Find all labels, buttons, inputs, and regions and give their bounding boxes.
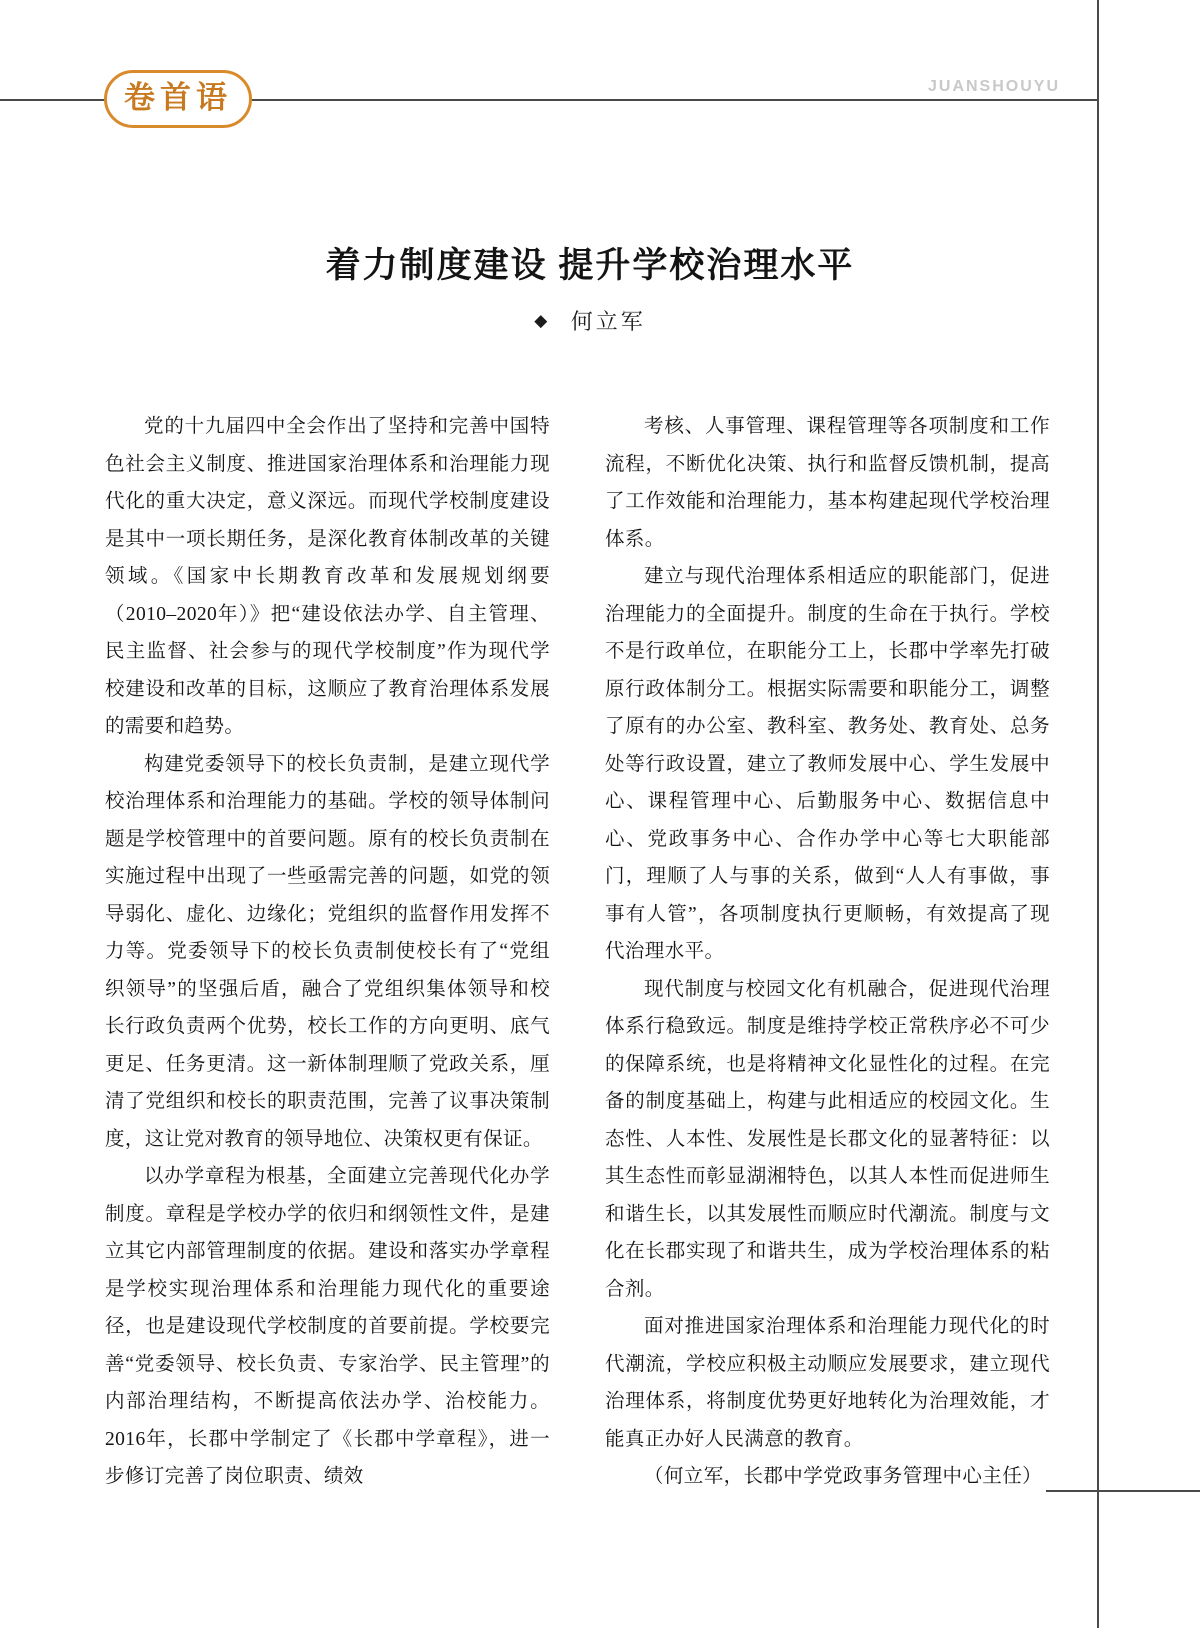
paragraph: 面对推进国家治理体系和治理能力现代化的时代潮流，学校应积极主动顺应发展要求，建立现代治理体系，将制度优势更好地转化为治理效能，才能真正办好人民满意的教育。	[605, 1316, 1050, 1450]
paragraph: 党的十九届四中全会作出了坚持和完善中国特色社会主义制度、推进国家治理体系和治理能力现代化的重大决定，意义深远。而现代学校制度建设是其中一项长期任务，是深化教育体制改革的关键领域。《国家中长期教育改革和发展规划纲要（2010–2020年）》把“建设依法办学、自主管理、民主监督、社会参与的现代学校制度”作为现代学校建设和改革的目标，这顺应了教育治理体系发展的需要和趋势。	[105, 416, 550, 737]
paragraph: 考核、人事管理、课程管理等各项制度和工作流程，不断优化决策、执行和监督反馈机制，提高了工作效能和治理能力，基本构建起现代学校治理体系。	[605, 416, 1050, 550]
right-margin-rule	[1097, 0, 1099, 1628]
paragraph: 建立与现代治理体系相适应的职能部门，促进治理能力的全面提升。制度的生命在于执行。学校不是行政单位，在职能分工上，长郡中学率先打破原行政体制分工。根据实际需要和职能分工，调整了原有的办公室、教科室、教务处、教育处、总务处等行政设置，建立了教师发展中心、学生发展中心、课程管理中心、后勤服务中心、数据信息中心、党政事务中心、合作办学中心等七大职能部门，理顺了人与事的关系，做到“人人有事做，事事有人管”，各项制度执行更顺畅，有效提高了现代治理水平。	[605, 566, 1050, 962]
footer-rule	[1046, 1490, 1200, 1492]
body-columns	[105, 408, 1050, 1487]
paragraph: 现代制度与校园文化有机融合，促进现代治理体系行稳致远。制度是维持学校正常秩序必不可少的保障系统，也是将精神文化显性化的过程。在完备的制度基础上，构建与此相适应的校园文化。生态性、人本性、发展性是长郡文化的显著特征：以其生态性而彰显湖湘特色，以其人本性而促进师生和谐生长，以其发展性而顺应时代潮流。制度与文化在长郡实现了和谐共生，成为学校治理体系的粘合剂。	[605, 978, 1050, 1300]
diamond-icon: ◆	[534, 311, 548, 330]
column-right	[605, 408, 1050, 1496]
column-left	[105, 408, 550, 1496]
author-affiliation: （何立军，长郡中学党政事务管理中心主任）	[644, 1466, 1043, 1487]
section-pinyin-label: JUANSHOUYU	[927, 78, 1060, 95]
section-label: 卷首语	[124, 80, 232, 115]
page-title: 着力制度建设 提升学校治理水平	[325, 246, 855, 286]
section-masthead	[104, 70, 254, 130]
author-name: 何立军	[570, 309, 646, 334]
byline	[120, 305, 1060, 336]
paragraph: 构建党委领导下的校长负责制，是建立现代学校治理体系和治理能力的基础。学校的领导体制问题是学校管理中的首要问题。原有的校长负责制在实施过程中出现了一些亟需完善的问题，如党的领导弱化、虚化、边缘化；党组织的监督作用发挥不力等。党委领导下的校长负责制使校长有了“党组织领导”的坚强后盾，融合了党组织集体领导和校长行政负责两个优势，校长工作的方向更明、底气更足、任务更清。这一新体制理顺了党政关系，厘清了党组织和校长的职责范围，完善了议事决策制度，这让党对教育的领导地位、决策权更有保证。	[105, 753, 550, 1150]
paragraph: 以办学章程为根基，全面建立完善现代化办学制度。章程是学校办学的依归和纲领性文件，是建立其它内部管理制度的依据。建设和落实办学章程是学校实现治理体系和治理能力现代化的重要途径，也是建设现代学校制度的首要前提。学校要完善“党委领导、校长负责、专家治学、民主管理”的内部治理结构，不断提高依法办学、治校能力。2016年，长郡中学制定了《长郡中学章程》，进一步修订完善了岗位职责、绩效	[105, 1166, 550, 1487]
